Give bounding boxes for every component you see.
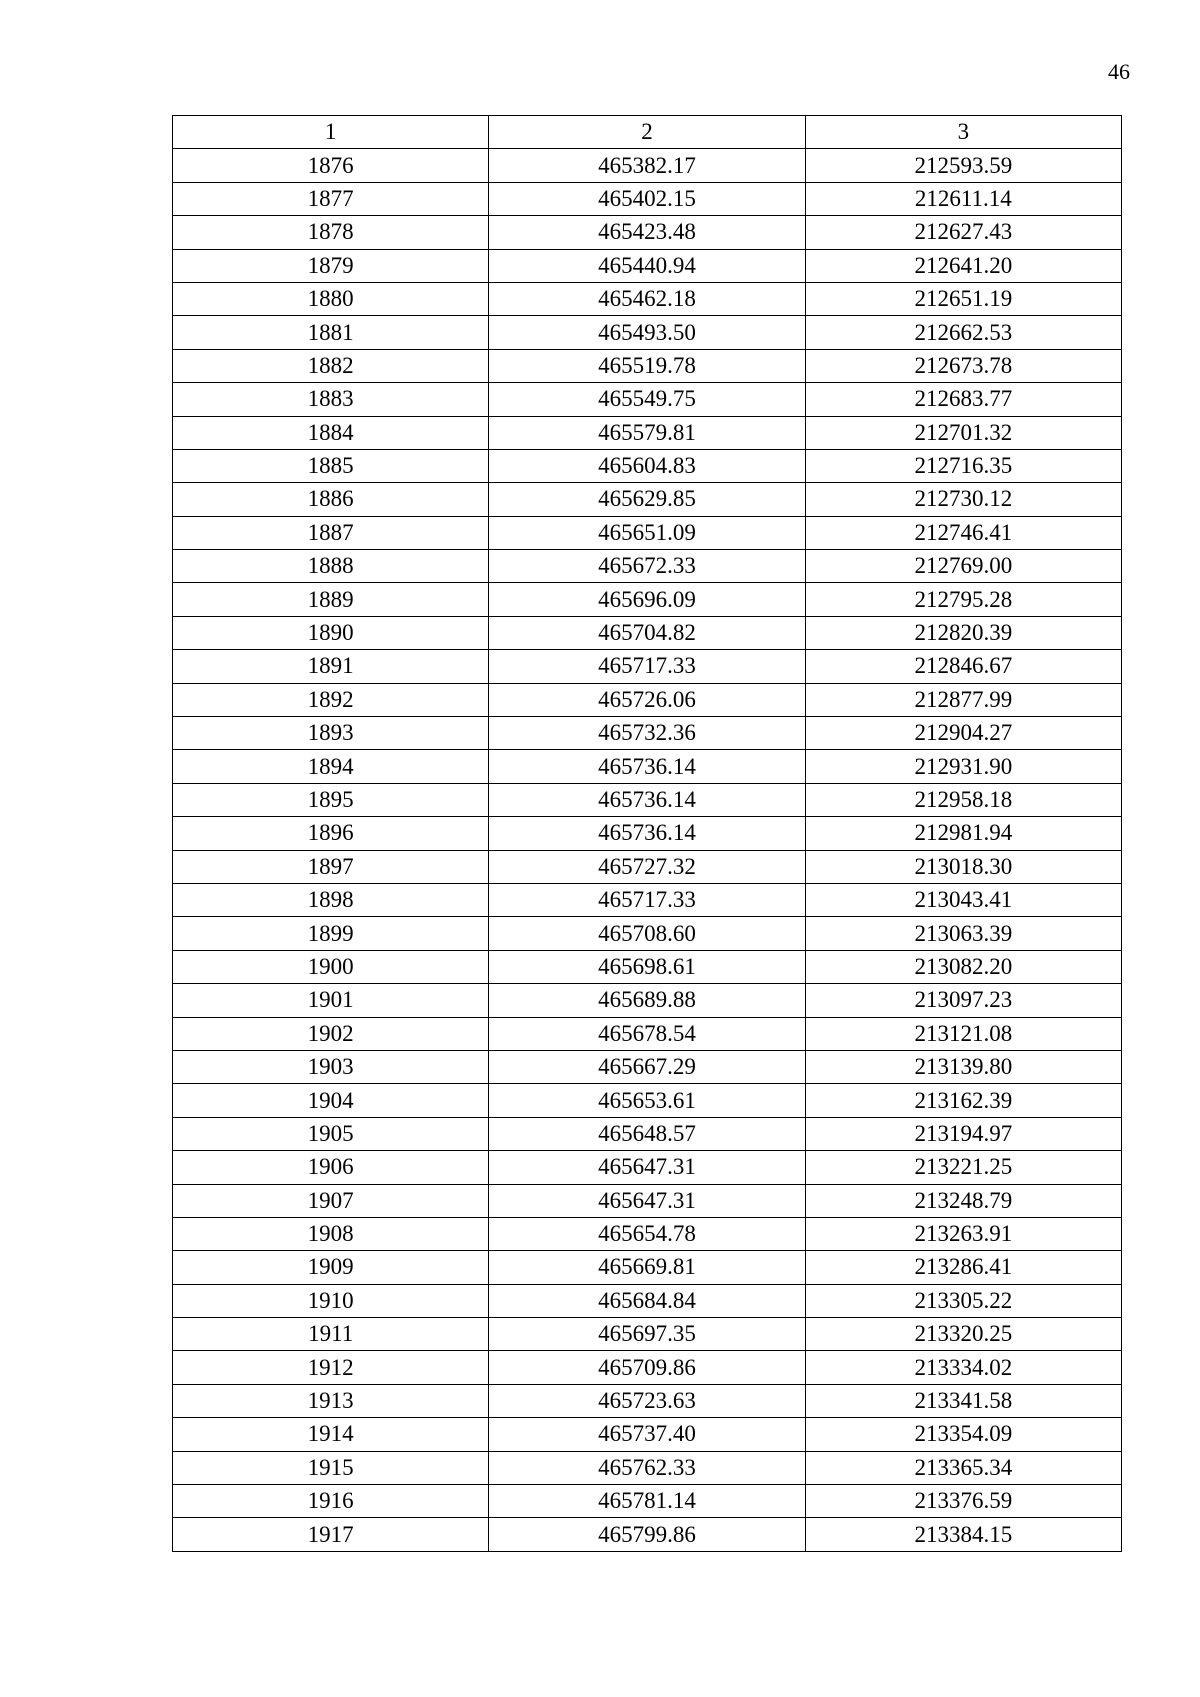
x-coordinate-cell: 465732.36 xyxy=(489,717,805,750)
x-coordinate-cell: 465667.29 xyxy=(489,1050,805,1083)
point-number-cell: 1912 xyxy=(173,1351,489,1384)
table-row xyxy=(173,516,1122,549)
y-coordinate-cell: 213121.08 xyxy=(805,1017,1121,1050)
point-number-cell: 1901 xyxy=(173,984,489,1017)
x-coordinate-cell: 465762.33 xyxy=(489,1451,805,1484)
column-header-1: 1 xyxy=(173,116,489,149)
y-coordinate-cell: 213097.23 xyxy=(805,984,1121,1017)
table-row xyxy=(173,1084,1122,1117)
y-coordinate-cell: 213162.39 xyxy=(805,1084,1121,1117)
table-row xyxy=(173,1485,1122,1518)
x-coordinate-cell: 465704.82 xyxy=(489,616,805,649)
x-coordinate-cell: 465717.33 xyxy=(489,883,805,916)
point-number-cell: 1902 xyxy=(173,1017,489,1050)
y-coordinate-cell: 213376.59 xyxy=(805,1485,1121,1518)
y-coordinate-cell: 212627.43 xyxy=(805,216,1121,249)
x-coordinate-cell: 465440.94 xyxy=(489,249,805,282)
table-row xyxy=(173,1284,1122,1317)
x-coordinate-cell: 465549.75 xyxy=(489,383,805,416)
table-row xyxy=(173,683,1122,716)
x-coordinate-cell: 465726.06 xyxy=(489,683,805,716)
table-row xyxy=(173,249,1122,282)
column-header-3: 3 xyxy=(805,116,1121,149)
y-coordinate-cell: 212746.41 xyxy=(805,516,1121,549)
x-coordinate-cell: 465678.54 xyxy=(489,1017,805,1050)
point-number-cell: 1914 xyxy=(173,1418,489,1451)
y-coordinate-cell: 212593.59 xyxy=(805,149,1121,182)
point-number-cell: 1910 xyxy=(173,1284,489,1317)
page-number: 46 xyxy=(1108,59,1130,84)
y-coordinate-cell: 213139.80 xyxy=(805,1050,1121,1083)
table-row xyxy=(173,1117,1122,1150)
coordinates-table xyxy=(172,115,1122,1552)
table-row xyxy=(173,783,1122,816)
table-row xyxy=(173,1217,1122,1250)
x-coordinate-cell: 465727.32 xyxy=(489,850,805,883)
point-number-cell: 1885 xyxy=(173,449,489,482)
y-coordinate-cell: 212683.77 xyxy=(805,383,1121,416)
point-number-cell: 1893 xyxy=(173,717,489,750)
table-row xyxy=(173,1518,1122,1551)
y-coordinate-cell: 212651.19 xyxy=(805,282,1121,315)
y-coordinate-cell: 212641.20 xyxy=(805,249,1121,282)
x-coordinate-cell: 465648.57 xyxy=(489,1117,805,1150)
point-number-cell: 1879 xyxy=(173,249,489,282)
table-row xyxy=(173,1318,1122,1351)
point-number-cell: 1884 xyxy=(173,416,489,449)
y-coordinate-cell: 213341.58 xyxy=(805,1384,1121,1417)
x-coordinate-cell: 465653.61 xyxy=(489,1084,805,1117)
table-row xyxy=(173,349,1122,382)
point-number-cell: 1899 xyxy=(173,917,489,950)
point-number-cell: 1904 xyxy=(173,1084,489,1117)
y-coordinate-cell: 212611.14 xyxy=(805,182,1121,215)
y-coordinate-cell: 213248.79 xyxy=(805,1184,1121,1217)
point-number-cell: 1896 xyxy=(173,817,489,850)
x-coordinate-cell: 465519.78 xyxy=(489,349,805,382)
x-coordinate-cell: 465579.81 xyxy=(489,416,805,449)
x-coordinate-cell: 465736.14 xyxy=(489,783,805,816)
x-coordinate-cell: 465651.09 xyxy=(489,516,805,549)
x-coordinate-cell: 465799.86 xyxy=(489,1518,805,1551)
y-coordinate-cell: 213354.09 xyxy=(805,1418,1121,1451)
table-row xyxy=(173,282,1122,315)
y-coordinate-cell: 213365.34 xyxy=(805,1451,1121,1484)
table-row xyxy=(173,650,1122,683)
point-number-cell: 1877 xyxy=(173,182,489,215)
y-coordinate-cell: 213221.25 xyxy=(805,1151,1121,1184)
point-number-cell: 1913 xyxy=(173,1384,489,1417)
point-number-cell: 1881 xyxy=(173,316,489,349)
point-number-cell: 1900 xyxy=(173,950,489,983)
point-number-cell: 1890 xyxy=(173,616,489,649)
x-coordinate-cell: 465698.61 xyxy=(489,950,805,983)
y-coordinate-cell: 213320.25 xyxy=(805,1318,1121,1351)
x-coordinate-cell: 465672.33 xyxy=(489,550,805,583)
y-coordinate-cell: 212701.32 xyxy=(805,416,1121,449)
point-number-cell: 1892 xyxy=(173,683,489,716)
point-number-cell: 1876 xyxy=(173,149,489,182)
y-coordinate-cell: 213305.22 xyxy=(805,1284,1121,1317)
table-row xyxy=(173,1050,1122,1083)
point-number-cell: 1882 xyxy=(173,349,489,382)
x-coordinate-cell: 465402.15 xyxy=(489,182,805,215)
point-number-cell: 1880 xyxy=(173,282,489,315)
x-coordinate-cell: 465647.31 xyxy=(489,1151,805,1184)
point-number-cell: 1878 xyxy=(173,216,489,249)
y-coordinate-cell: 212820.39 xyxy=(805,616,1121,649)
point-number-cell: 1908 xyxy=(173,1217,489,1250)
table-row xyxy=(173,1017,1122,1050)
point-number-cell: 1891 xyxy=(173,650,489,683)
y-coordinate-cell: 213043.41 xyxy=(805,883,1121,916)
point-number-cell: 1916 xyxy=(173,1485,489,1518)
point-number-cell: 1898 xyxy=(173,883,489,916)
y-coordinate-cell: 212769.00 xyxy=(805,550,1121,583)
table-row xyxy=(173,483,1122,516)
point-number-cell: 1897 xyxy=(173,850,489,883)
x-coordinate-cell: 465708.60 xyxy=(489,917,805,950)
point-number-cell: 1917 xyxy=(173,1518,489,1551)
table-row xyxy=(173,149,1122,182)
table-row xyxy=(173,383,1122,416)
table-row xyxy=(173,917,1122,950)
table-row xyxy=(173,182,1122,215)
x-coordinate-cell: 465423.48 xyxy=(489,216,805,249)
point-number-cell: 1915 xyxy=(173,1451,489,1484)
x-coordinate-cell: 465654.78 xyxy=(489,1217,805,1250)
table-row xyxy=(173,1384,1122,1417)
x-coordinate-cell: 465697.35 xyxy=(489,1318,805,1351)
table-row xyxy=(173,984,1122,1017)
point-number-cell: 1883 xyxy=(173,383,489,416)
table-row xyxy=(173,1351,1122,1384)
point-number-cell: 1911 xyxy=(173,1318,489,1351)
y-coordinate-cell: 212877.99 xyxy=(805,683,1121,716)
table-row xyxy=(173,616,1122,649)
x-coordinate-cell: 465382.17 xyxy=(489,149,805,182)
point-number-cell: 1889 xyxy=(173,583,489,616)
table-row xyxy=(173,717,1122,750)
column-header-2: 2 xyxy=(489,116,805,149)
point-number-cell: 1909 xyxy=(173,1251,489,1284)
x-coordinate-cell: 465717.33 xyxy=(489,650,805,683)
x-coordinate-cell: 465669.81 xyxy=(489,1251,805,1284)
header-row xyxy=(173,116,1122,149)
x-coordinate-cell: 465629.85 xyxy=(489,483,805,516)
x-coordinate-cell: 465462.18 xyxy=(489,282,805,315)
x-coordinate-cell: 465684.84 xyxy=(489,1284,805,1317)
table-row xyxy=(173,1251,1122,1284)
table-row xyxy=(173,850,1122,883)
y-coordinate-cell: 212730.12 xyxy=(805,483,1121,516)
point-number-cell: 1894 xyxy=(173,750,489,783)
y-coordinate-cell: 213334.02 xyxy=(805,1351,1121,1384)
table-row xyxy=(173,817,1122,850)
y-coordinate-cell: 212931.90 xyxy=(805,750,1121,783)
table-row xyxy=(173,416,1122,449)
table-row xyxy=(173,583,1122,616)
table-row xyxy=(173,750,1122,783)
point-number-cell: 1905 xyxy=(173,1117,489,1150)
y-coordinate-cell: 213286.41 xyxy=(805,1251,1121,1284)
table-header xyxy=(173,116,1122,149)
y-coordinate-cell: 213063.39 xyxy=(805,917,1121,950)
table-row xyxy=(173,550,1122,583)
x-coordinate-cell: 465736.14 xyxy=(489,817,805,850)
x-coordinate-cell: 465781.14 xyxy=(489,1485,805,1518)
table-row xyxy=(173,950,1122,983)
x-coordinate-cell: 465689.88 xyxy=(489,984,805,1017)
y-coordinate-cell: 212846.67 xyxy=(805,650,1121,683)
table-row xyxy=(173,1184,1122,1217)
table-row xyxy=(173,1418,1122,1451)
x-coordinate-cell: 465709.86 xyxy=(489,1351,805,1384)
y-coordinate-cell: 212958.18 xyxy=(805,783,1121,816)
x-coordinate-cell: 465736.14 xyxy=(489,750,805,783)
point-number-cell: 1895 xyxy=(173,783,489,816)
point-number-cell: 1903 xyxy=(173,1050,489,1083)
x-coordinate-cell: 465493.50 xyxy=(489,316,805,349)
point-number-cell: 1887 xyxy=(173,516,489,549)
y-coordinate-cell: 213384.15 xyxy=(805,1518,1121,1551)
y-coordinate-cell: 212981.94 xyxy=(805,817,1121,850)
y-coordinate-cell: 212662.53 xyxy=(805,316,1121,349)
y-coordinate-cell: 213082.20 xyxy=(805,950,1121,983)
table-row xyxy=(173,316,1122,349)
table-row xyxy=(173,449,1122,482)
table-row xyxy=(173,1451,1122,1484)
y-coordinate-cell: 213194.97 xyxy=(805,1117,1121,1150)
x-coordinate-cell: 465723.63 xyxy=(489,1384,805,1417)
table-row xyxy=(173,1151,1122,1184)
x-coordinate-cell: 465647.31 xyxy=(489,1184,805,1217)
point-number-cell: 1907 xyxy=(173,1184,489,1217)
y-coordinate-cell: 212716.35 xyxy=(805,449,1121,482)
y-coordinate-cell: 212904.27 xyxy=(805,717,1121,750)
x-coordinate-cell: 465604.83 xyxy=(489,449,805,482)
y-coordinate-cell: 212795.28 xyxy=(805,583,1121,616)
table-body xyxy=(173,149,1122,1551)
point-number-cell: 1888 xyxy=(173,550,489,583)
y-coordinate-cell: 212673.78 xyxy=(805,349,1121,382)
point-number-cell: 1886 xyxy=(173,483,489,516)
y-coordinate-cell: 213018.30 xyxy=(805,850,1121,883)
table-row xyxy=(173,883,1122,916)
point-number-cell: 1906 xyxy=(173,1151,489,1184)
table-row xyxy=(173,216,1122,249)
y-coordinate-cell: 213263.91 xyxy=(805,1217,1121,1250)
x-coordinate-cell: 465696.09 xyxy=(489,583,805,616)
x-coordinate-cell: 465737.40 xyxy=(489,1418,805,1451)
